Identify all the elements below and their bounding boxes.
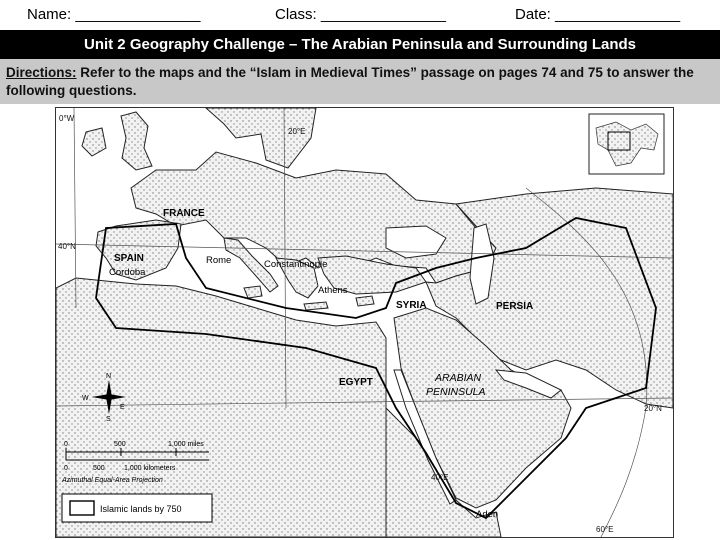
label-aden: Aden: [476, 509, 499, 520]
legend-label: Islamic lands by 750: [100, 504, 182, 514]
scale-km-500: 500: [93, 465, 105, 472]
map-image: [55, 107, 674, 538]
label-spain: SPAIN: [114, 253, 144, 264]
header-fields: [0, 0, 720, 30]
scale-miles-0: 0: [64, 441, 68, 448]
label-20n: 20°N: [644, 404, 662, 413]
label-cordoba: Cordoba: [109, 267, 146, 278]
locator-inset: [589, 114, 664, 174]
label-20e: 20°E: [288, 127, 306, 136]
directions-box: [0, 59, 720, 104]
label-egypt: EGYPT: [339, 377, 373, 388]
land-masses: [56, 108, 673, 537]
scale-km-1000: 1,000 kilometers: [124, 465, 176, 472]
ireland-land: [82, 128, 106, 156]
label-0w: 0°W: [59, 114, 75, 123]
label-peninsula: PENINSULA: [426, 386, 486, 398]
label-persia: PERSIA: [496, 301, 534, 312]
label-rome: Rome: [206, 255, 232, 266]
label-constantinople: Constantinople: [264, 259, 328, 270]
scale-km-0: 0: [64, 465, 68, 472]
compass-s: S: [106, 416, 111, 423]
scale-miles-1000: 1,000 miles: [168, 441, 204, 448]
sicily-land: [244, 286, 262, 298]
scale-projection: Azimuthal Equal-Area Projection: [62, 477, 163, 484]
label-syria: SYRIA: [396, 300, 427, 311]
label-arabian: ARABIAN: [435, 372, 482, 384]
crete-land: [304, 302, 328, 310]
label-athens: Athens: [318, 285, 348, 296]
label-40n: 40°N: [58, 242, 76, 251]
class-field: Class: _______________: [275, 6, 446, 23]
directions-label: Directions:: [6, 65, 77, 80]
map-legend: [62, 494, 212, 522]
label-60e: 60°E: [596, 525, 614, 534]
compass-e: E: [120, 404, 125, 411]
date-field: Date: _______________: [515, 6, 681, 23]
map-svg: [56, 108, 673, 537]
page-title: Unit 2 Geography Challenge – The Arabian Peninsula and Surrounding Lands: [0, 30, 720, 59]
compass-w: W: [82, 395, 89, 402]
compass-n: N: [106, 373, 112, 380]
cyprus-land: [356, 296, 374, 306]
label-40e: 40°E: [431, 473, 449, 482]
label-france: FRANCE: [163, 208, 205, 219]
scale-miles-500: 500: [114, 441, 126, 448]
name-field: Name: _______________: [27, 6, 201, 23]
britain-land: [121, 112, 152, 170]
directions-text: Refer to the maps and the “Islam in Medieval Times” passage on pages 74 and 75 to answer the following questions.: [6, 65, 694, 98]
